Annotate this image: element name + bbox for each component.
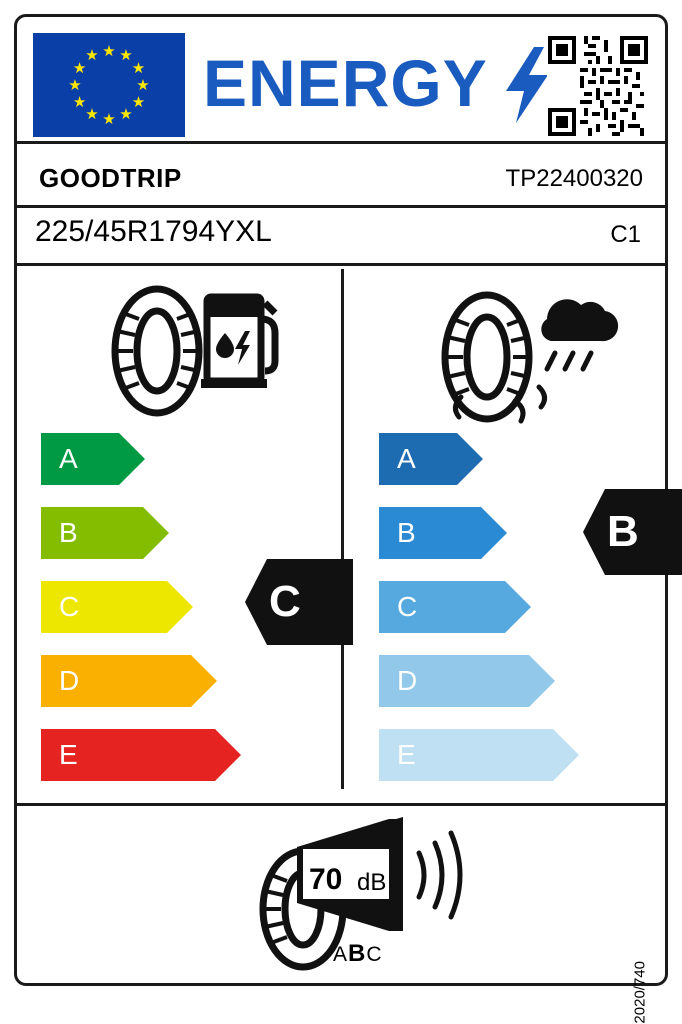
grade-letter: C <box>397 591 418 622</box>
noise-unit: dB <box>357 869 387 896</box>
rain-cloud-icon <box>415 279 635 439</box>
noise-class-c: C <box>366 943 383 966</box>
tyre-size: 225/45R1794YXL <box>35 215 272 248</box>
brand-divider <box>17 205 665 208</box>
fuel-grade-d <box>41 655 217 707</box>
noise-value: 70 <box>309 863 343 896</box>
vertical-divider <box>341 269 344 789</box>
grade-letter: D <box>59 665 80 696</box>
label-header <box>17 17 665 141</box>
date-code: 2020/740 <box>632 961 649 1024</box>
wet-grade-d <box>379 655 555 707</box>
eu-star: ★ <box>119 105 133 123</box>
eu-star: ★ <box>119 47 133 65</box>
tyre-class: C1 <box>610 221 641 248</box>
grade-letter: E <box>59 739 78 770</box>
grade-letter: B <box>59 517 78 548</box>
fuel-grade-b <box>41 507 169 559</box>
grade-letter: A <box>397 443 416 474</box>
eu-star: ★ <box>131 59 146 77</box>
eu-flag <box>33 33 185 137</box>
wet-grade-c <box>379 581 531 633</box>
lightning-bolt-icon <box>504 47 550 123</box>
product-sku: TP22400320 <box>505 165 643 192</box>
noise-class-a: A <box>333 943 349 966</box>
eu-star: ★ <box>136 76 150 94</box>
brand-row <box>17 157 665 205</box>
size-row <box>17 211 665 259</box>
result-letter: B <box>607 507 639 556</box>
eu-star: ★ <box>102 42 116 60</box>
fuel-grade-a <box>41 433 145 485</box>
energy-label-card <box>14 14 668 1024</box>
noise-divider <box>17 803 665 806</box>
fuel-grade-c <box>41 581 193 633</box>
header-divider <box>17 141 665 144</box>
fuel-grade-e <box>41 729 241 781</box>
ratings-section <box>17 263 665 803</box>
fuel-result-badge <box>245 559 353 645</box>
eu-star: ★ <box>102 110 116 128</box>
noise-class-scale <box>333 940 383 968</box>
result-letter: C <box>269 577 301 626</box>
brand-name: GOODTRIP <box>39 163 182 193</box>
eu-star: ★ <box>131 93 146 111</box>
eu-star: ★ <box>72 59 87 77</box>
eu-star: ★ <box>72 93 87 111</box>
grade-letter: E <box>397 739 416 770</box>
grade-letter: A <box>59 443 78 474</box>
noise-class-b: B <box>348 940 367 967</box>
wet-grade-b <box>379 507 507 559</box>
wet-grade-a <box>379 433 483 485</box>
wet-grade-e <box>379 729 579 781</box>
eu-star: ★ <box>85 105 99 123</box>
eu-star: ★ <box>68 76 82 94</box>
grade-letter: B <box>397 517 416 548</box>
grade-letter: C <box>59 591 80 622</box>
qr-code <box>547 35 649 137</box>
noise-section <box>17 807 665 983</box>
energy-title: ENERGY <box>203 46 488 120</box>
grade-letter: D <box>397 665 418 696</box>
wet-grip-result-badge <box>583 489 682 575</box>
fuel-pump-icon <box>95 279 285 419</box>
eu-star: ★ <box>85 47 99 65</box>
